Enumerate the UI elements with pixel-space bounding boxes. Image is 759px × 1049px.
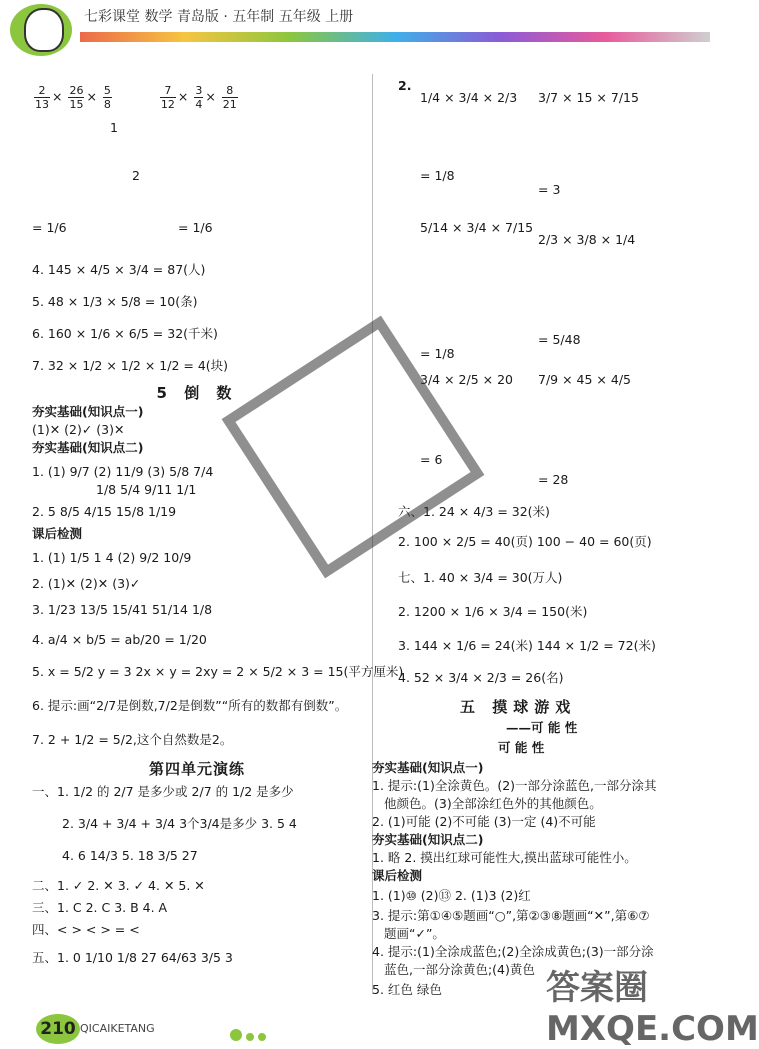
after-class-4: 4. a/4 × b/5 = ab/20 = 1/20 — [32, 632, 207, 647]
fraction-denominator: 4 — [195, 98, 203, 111]
after-class-5: 5. 红色 绿色 — [372, 982, 442, 997]
unit-4-part-5: 五、1. 0 1/10 1/8 27 64/63 3/5 3 — [32, 950, 233, 965]
header-title: 七彩课堂 数学 青岛版 · 五年制 五年级 上册 — [84, 9, 354, 25]
q2-expr-c: 5/14 × 3/4 × 7/15 — [420, 220, 534, 235]
page-header — [0, 0, 720, 62]
part-7-q4: 4. 52 × 3/4 × 2/3 = 26(名) — [398, 670, 564, 685]
fraction-denominator: 8 — [103, 98, 111, 111]
footer-brand: QICAIKETANG — [80, 1022, 155, 1035]
after-class-5: 5. x = 5/2 y = 3 2x × y = 2xy = 2 × 5/2 × 3 = 15(平方厘米) — [32, 664, 404, 679]
answer-7: 7. 32 × 1/2 × 1/2 × 1/2 = 4(块) — [32, 358, 229, 373]
fraction-numerator: 3 — [195, 84, 203, 97]
fraction-numerator: 5 — [103, 84, 111, 97]
basic-1-q1: 1. 提示:(1)全涂黄色。(2)一部分涂蓝色,一部分涂其 — [372, 778, 657, 793]
after-class-1: 1. (1) 1/5 1 4 (2) 9/2 10/9 — [32, 550, 192, 565]
after-class-2: 2. (1)✕ (2)✕ (3)✓ — [32, 576, 141, 591]
basic-2-answers: 1. 略 2. 摸出红球可能性大,摸出蓝球可能性小。 — [372, 850, 637, 865]
site-watermark: 答案圈 MXQE.COM — [546, 968, 759, 1049]
subsection-basic-1: 夯实基础(知识点一) — [372, 760, 484, 775]
q2-result-b: = 3 — [538, 182, 561, 197]
section-title-reciprocal: 5 倒 数 — [156, 384, 238, 402]
unit-4-part-4: 四、< > < > = < — [32, 922, 140, 937]
subsection-basic-1: 夯实基础(知识点一) — [32, 404, 144, 419]
q2-expr-f: 7/9 × 45 × 4/5 — [538, 372, 631, 387]
fraction-numerator: 7 — [160, 84, 176, 98]
after-class-1: 1. (1)⑩ (2)⑬ 2. (1)3 (2)红 — [372, 888, 531, 903]
result-a: = 1/6 — [32, 220, 67, 235]
after-class-4b: 蓝色,一部分涂黄色;(4)黄色 — [384, 962, 535, 977]
unit-4-part-2: 二、1. ✓ 2. ✕ 3. ✓ 4. ✕ 5. ✕ — [32, 878, 205, 893]
subsection-after-class: 课后检测 — [372, 868, 423, 883]
unit-4-q4: 4. 6 14/3 5. 18 3/5 27 — [62, 848, 198, 863]
fraction-denominator: 12 — [160, 98, 175, 111]
answer-6: 6. 160 × 1/6 × 6/5 = 32(千米) — [32, 326, 218, 341]
part-6-q1: 六、1. 24 × 4/3 = 32(米) — [398, 504, 550, 519]
part-6-q2: 2. 100 × 2/5 = 40(页) 100 − 40 = 60(页) — [398, 534, 652, 549]
subsection-basic-2: 夯实基础(知识点二) — [372, 832, 484, 847]
q2-result-c: = 1/8 — [420, 346, 455, 361]
basic-1-q1b: 他颜色。(3)全部涂红色外的其他颜色。 — [384, 796, 602, 811]
unit-4-title: 第四单元演练 — [148, 760, 245, 778]
decor-dots-icon — [230, 1026, 270, 1045]
part-7-q3: 3. 144 × 1/6 = 24(米) 144 × 1/2 = 72(米) — [398, 638, 656, 653]
after-class-3: 3. 提示:第①④⑤题画“○”,第②③⑧题画“✕”,第⑥⑦ — [372, 908, 650, 923]
unit-5-title: 五 摸球游戏 — [460, 698, 577, 716]
q2-label: 2. — [398, 78, 412, 93]
calc-row-1: $\frac{2}{13}$ × $\frac{26}{15}$ × $\frac{5}{8}$ $\frac{7}{12}$ × $\frac{3}{4}$ × $\frac{8}{21}$ — [35, 84, 237, 111]
dog-mascot-icon — [24, 8, 64, 52]
reduction-mark: 2 — [132, 168, 140, 183]
result-b: = 1/6 — [178, 220, 213, 235]
q2-expr-e: 3/4 × 2/5 × 20 — [420, 372, 513, 387]
q2-expr-a: 1/4 × 3/4 × 2/3 — [420, 90, 518, 105]
subsection-basic-2: 夯实基础(知识点二) — [32, 440, 144, 455]
reduction-mark: 1 — [110, 120, 118, 135]
after-class-3: 3. 1/23 13/5 15/41 51/14 1/8 — [32, 602, 213, 617]
unit-4-q2: 2. 3/4 + 3/4 + 3/4 3个3/4是多少 3. 5 4 — [62, 816, 297, 831]
fraction-numerator: 2 — [34, 84, 50, 98]
fraction-denominator: 13 — [35, 98, 49, 111]
after-class-7: 7. 2 + 1/2 = 5/2,这个自然数是2。 — [32, 732, 233, 747]
after-class-4: 4. 提示:(1)全涂成蓝色;(2)全涂成黄色;(3)一部分涂 — [372, 944, 654, 959]
q2-expr-b: 3/7 × 15 × 7/15 — [538, 90, 639, 105]
after-class-3b: 题画“✓”。 — [384, 926, 445, 941]
after-class-6: 6. 提示:画“2/7是倒数,7/2是倒数”“所有的数都有倒数”。 — [32, 698, 348, 713]
part-7-q1: 七、1. 40 × 3/4 = 30(万人) — [398, 570, 563, 585]
q2-result-a: = 1/8 — [420, 168, 455, 183]
basic-2-answer-1b: 1/8 5/4 9/11 1/1 — [96, 482, 197, 497]
fraction-denominator: 15 — [69, 98, 84, 111]
subsection-after-class: 课后检测 — [32, 526, 83, 541]
basic-1-q2: 2. (1)可能 (2)不可能 (3)一定 (4)不可能 — [372, 814, 596, 829]
rainbow-stripe — [80, 32, 710, 42]
lesson-title: 可 能 性 — [498, 740, 545, 755]
q2-expr-d: 2/3 × 3/8 × 1/4 — [538, 232, 636, 247]
q2-result-f: = 28 — [538, 472, 569, 487]
q2-result-e: = 6 — [420, 452, 443, 467]
page-number: 210 — [36, 1014, 80, 1044]
answer-4: 4. 145 × 4/5 × 3/4 = 87(人) — [32, 262, 206, 277]
fraction-numerator: 8 — [222, 84, 238, 98]
answer-5: 5. 48 × 1/3 × 5/8 = 10(条) — [32, 294, 198, 309]
fraction-numerator: 26 — [69, 84, 84, 97]
basic-2-answer-2: 2. 5 8/5 4/15 15/8 1/19 — [32, 504, 177, 519]
unit-5-subtitle: ——可 能 性 — [506, 720, 578, 735]
basic-2-answer-1: 1. (1) 9/7 (2) 11/9 (3) 5/8 7/4 — [32, 464, 214, 479]
q2-result-d: = 5/48 — [538, 332, 581, 347]
part-7-q2: 2. 1200 × 1/6 × 3/4 = 150(米) — [398, 604, 588, 619]
unit-4-part-3: 三、1. C 2. C 3. B 4. A — [32, 900, 168, 915]
fraction-denominator: 21 — [222, 98, 237, 111]
basic-1-answers: (1)✕ (2)✓ (3)✕ — [32, 422, 125, 437]
unit-4-q1: 一、1. 1/2 的 2/7 是多少或 2/7 的 1/2 是多少 — [32, 784, 294, 799]
